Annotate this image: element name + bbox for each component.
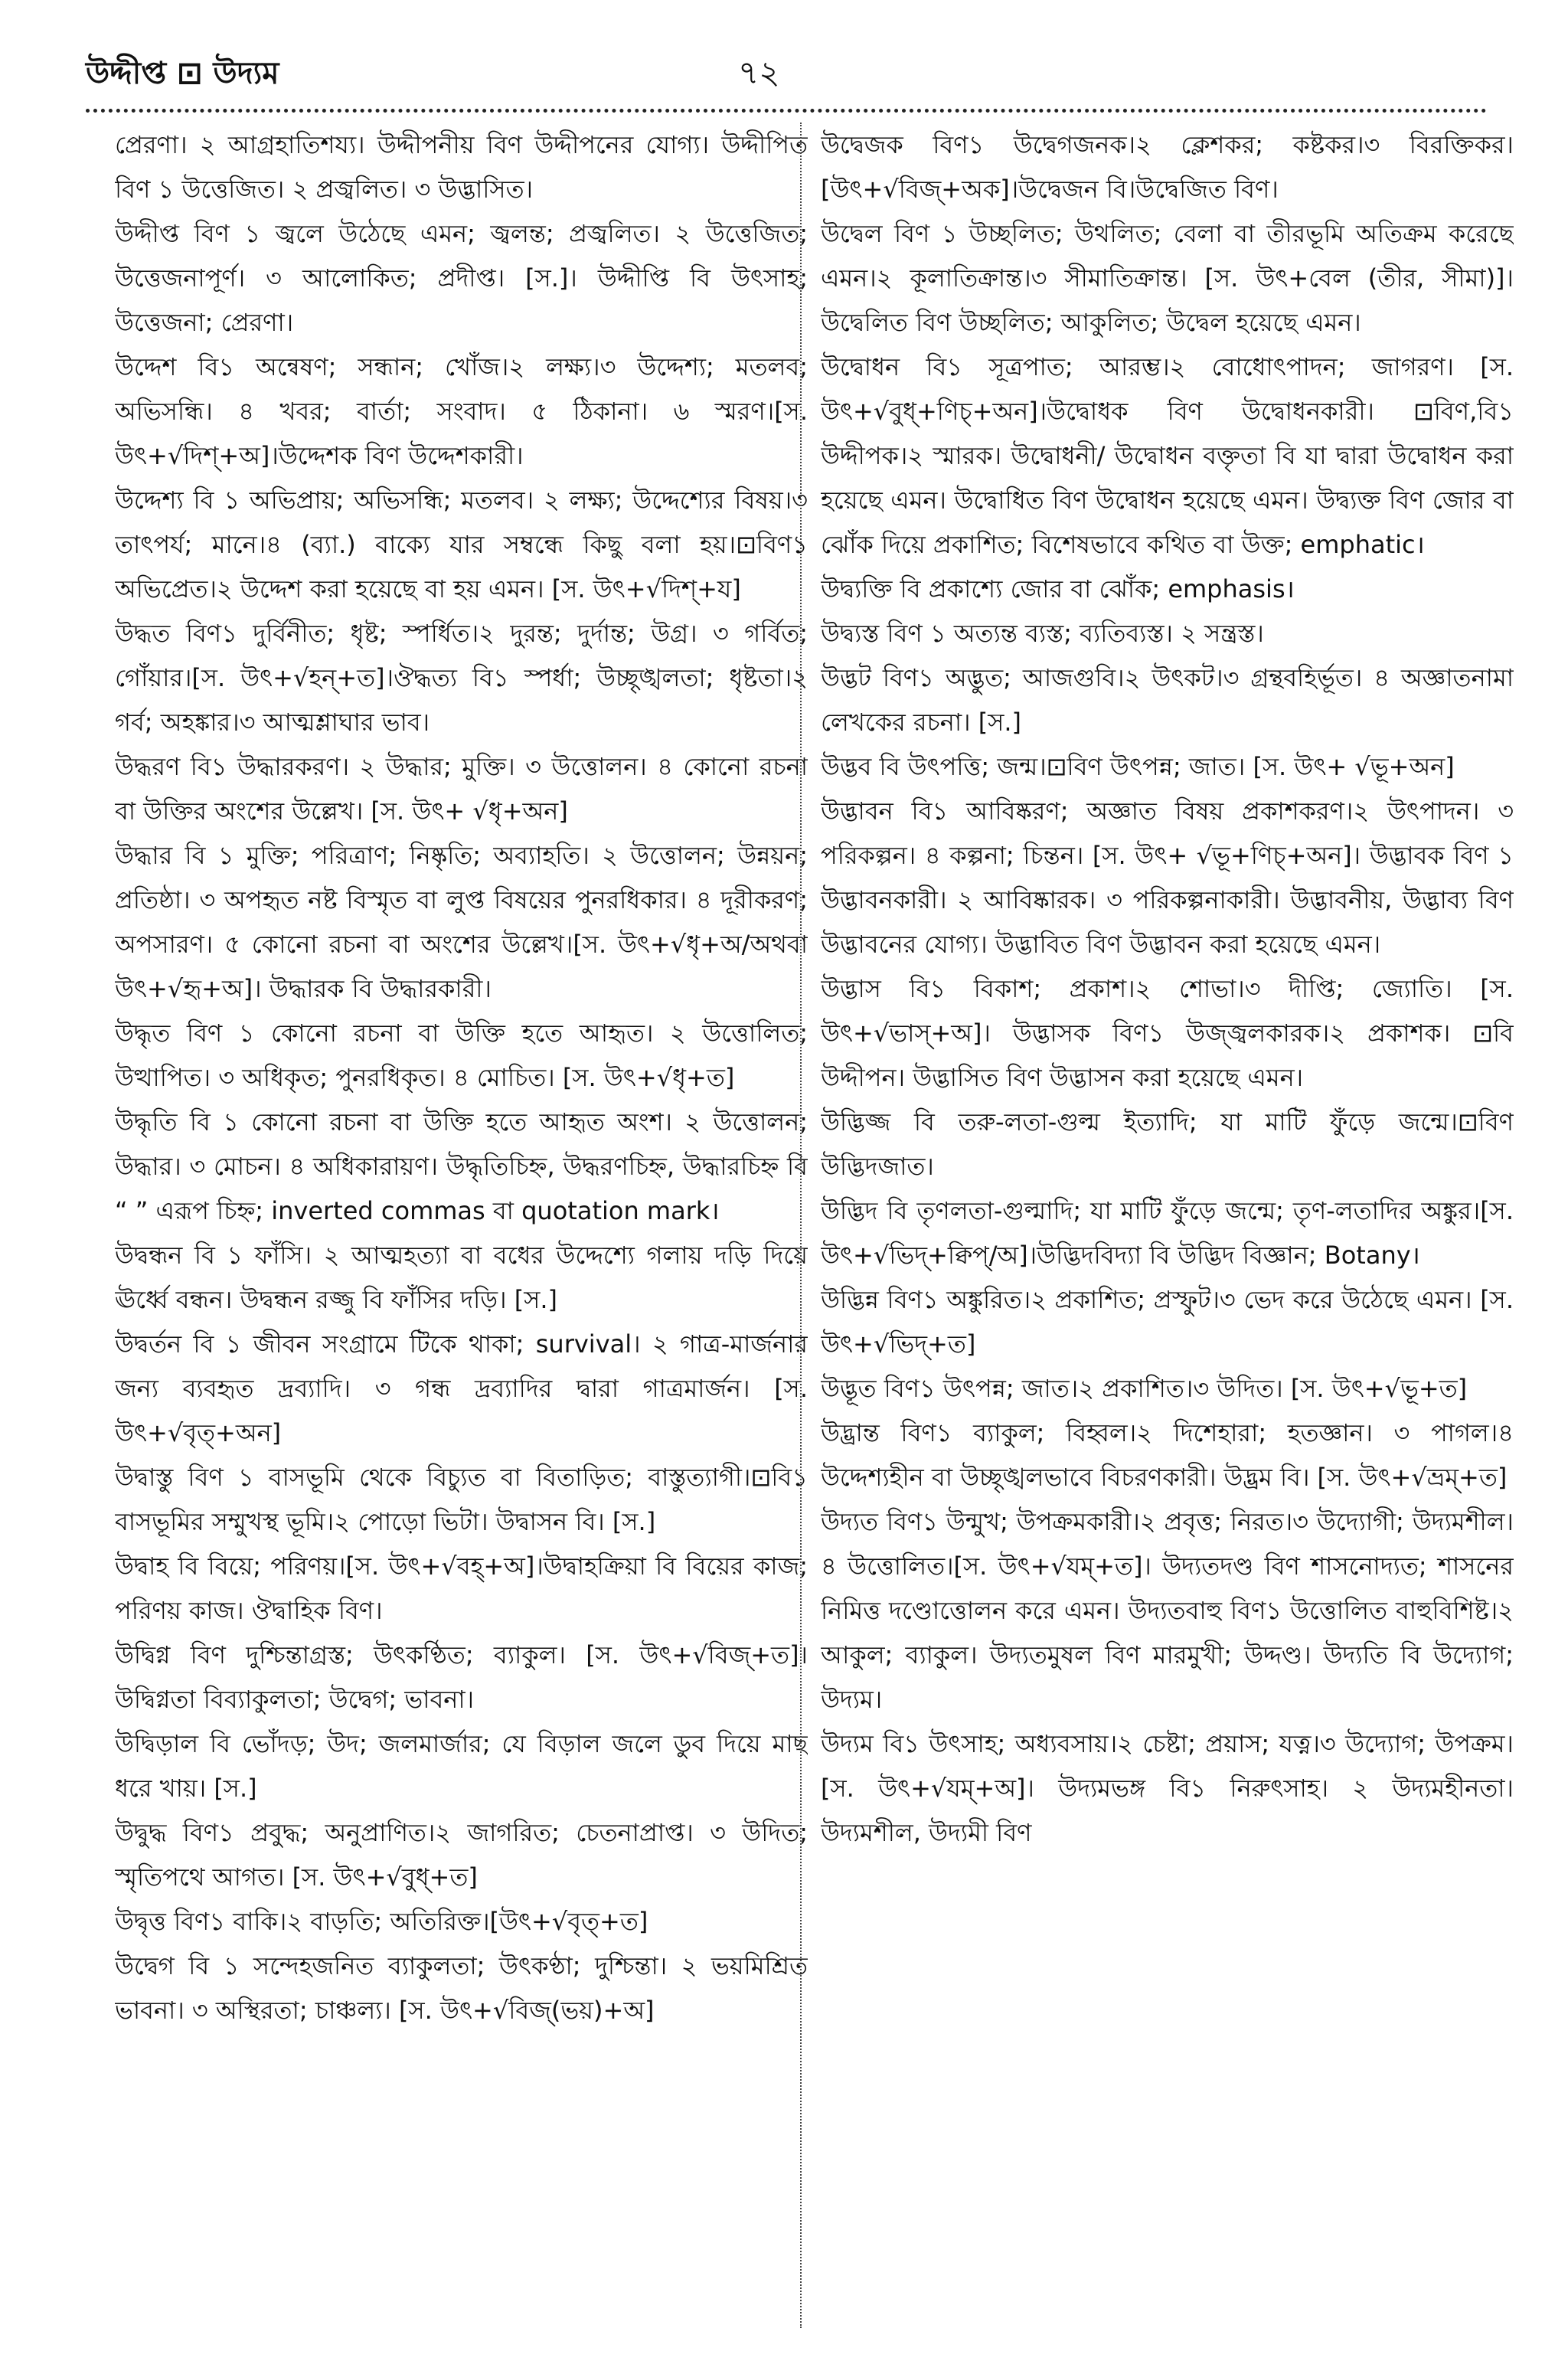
entry-uddharan: উদ্ধরণ বি১ উদ্ধারকরণ। ২ উদ্ধার; মুক্তি। ৩ উত্তোলন। ৪ কোনো রচনা বা উক্তির অংশের উল্লেখ। [স. উৎ+ √ধৃ+অন] bbox=[115, 752, 808, 826]
entry-udbhab: উদ্ভব বি উৎপত্তি; জন্ম।⊡বিণ উৎপন্ন; জাত। [স. উৎ+ √ভূ+অন] bbox=[821, 752, 1455, 781]
header-rule bbox=[86, 109, 1487, 113]
entry-udbyakti: উদ্ব্যক্তি বি প্রকাশ্যে জোর বা ঝোঁক; emphasis। bbox=[821, 574, 1295, 603]
entry-udbhuta: উদ্ভূত বিণ১ উৎপন্ন; জাত।২ প্রকাশিত।৩ উদিত। [স. উৎ+√ভূ+ত] bbox=[821, 1374, 1468, 1403]
entry-udbhas: উদ্ভাস বি১ বিকাশ; প্রকাশ।২ শোভা।৩ দীপ্তি; জ্যোতি। [স. উৎ+√ভাস্+অ]। উদ্ভাসক বিণ১ উজ্জ্বলকারক।২ প্রকাশক। ⊡বি উদ্দীপন। উদ্ভাসিত বিণ উদ্ভাসন করা হয়েছে এমন। bbox=[821, 974, 1514, 1092]
entry-udbah: উদ্বাহ বি বিয়ে; পরিণয়।[স. উৎ+√বহ্+অ]।উদ্বাহক্রিয়া বি বিয়ের কাজ; পরিণয় কাজ। ঔদ্বাহিক বিণ। bbox=[115, 1552, 808, 1625]
entry-uddesh: উদ্দেশ বি১ অন্বেষণ; সন্ধান; খোঁজ।২ লক্ষ্য।৩ উদ্দেশ্য; মতলব; অভিসন্ধি। ৪ খবর; বার্তা; সংবাদ। ৫ ঠিকানা। ৬ স্মরণ।[স. উৎ+√দিশ্+অ]।উদ্দেশক বিণ উদ্দেশকারী। bbox=[115, 352, 808, 470]
page-number: ৭২ bbox=[738, 54, 780, 91]
entry-uddipta: উদ্দীপ্ত বিণ ১ জ্বলে উঠেছে এমন; জ্বলন্ত; প্রজ্বলিত। ২ উত্তেজিত; উত্তেজনাপূর্ণ। ৩ আলোকিত; প্রদীপ্ত। [স.]। উদ্দীপ্তি বি উৎসাহ; উত্তেজনা; প্রেরণা। bbox=[115, 219, 808, 337]
entry-udbyasta: উদ্ব্যস্ত বিণ ১ অত্যন্ত ব্যস্ত; ব্যতিব্যস্ত। ২ সন্ত্রস্ত। bbox=[821, 619, 1264, 648]
left-column bbox=[115, 123, 808, 2343]
entry-udbhijja: উদ্ভিজ্জ বি তরু-লতা-গুল্ম ইত্যাদি; যা মাটি ফুঁড়ে জন্মে।⊡বিণ উদ্ভিদজাত। bbox=[821, 1107, 1514, 1181]
entry-udbel: উদ্বেল বিণ ১ উচ্ছলিত; উথলিত; বেলা বা তীরভূমি অতিক্রম করেছে এমন।২ কূলাতিক্রান্ত।৩ সীমাতিক্রান্ত। [স. উৎ+বেল (তীর, সীমা)]। উদ্বেলিত বিণ উচ্ছলিত; আকুলিত; উদ্বেল হয়েছে এমন। bbox=[821, 219, 1514, 337]
entry-udbartan: উদ্বর্তন বি ১ জীবন সংগ্রামে টিকে থাকা; survival। ২ গাত্র-মার্জনার জন্য ব্যবহৃত দ্রব্যাদি। ৩ গন্ধ দ্রব্যাদির দ্বারা গাত্রমার্জন। [স. উৎ+√বৃত্+অন] bbox=[115, 1329, 808, 1447]
entry-udbhinna: উদ্ভিন্ন বিণ১ অঙ্কুরিত।২ প্রকাশিত; প্রস্ফুট।৩ ভেদ করে উঠেছে এমন। [স. উৎ+√ভিদ্+ত] bbox=[821, 1285, 1514, 1359]
entry-udbastu: উদ্বাস্তু বিণ ১ বাসভূমি থেকে বিচ্যুত বা বিতাড়িত; বাস্তুত্যাগী।⊡বি১ বাসভূমির সম্মুখস্থ ভূমি।২ পোড়ো ভিটা। উদ্বাসন বি। [স.] bbox=[115, 1463, 808, 1536]
entry-udbritta: উদ্বৃত্ত বিণ১ বাকি।২ বাড়তি; অতিরিক্ত।[উৎ+√বৃত্+ত] bbox=[115, 1907, 648, 1936]
entry-udyata: উদ্যত বিণ১ উন্মুখ; উপক্রমকারী।২ প্রবৃত্ত; নিরত।৩ উদ্যোগী; উদ্যমশীল।৪ উত্তোলিত।[স. উৎ+√যম্+ত]। উদ্যতদণ্ড বিণ শাসনোদ্যত; শাসনের নিমিত্ত দণ্ডোত্তোলন করে এমন। উদ্যতবাহু বিণ১ উত্তোলিত বাহুবিশিষ্ট।২ আকুল; ব্যাকুল। উদ্যতমুষল বিণ মারমুখী; উদ্দণ্ড। উদ্যতি বি উদ্যোগ; উদ্যম। bbox=[821, 1507, 1514, 1714]
column-divider bbox=[800, 123, 802, 2328]
entry-udyam: উদ্যম বি১ উৎসাহ; অধ্যবসায়।২ চেষ্টা; প্রয়াস; যত্ন।৩ উদ্যোগ; উপক্রম। [স. উৎ+√যম্+অ]। উদ্যমভঙ্গ বি১ নিরুৎসাহ। ২ উদ্যমহীনতা। উদ্যমশীল, উদ্যমী বিণ bbox=[821, 1729, 1514, 1847]
entry-udbidal: উদ্বিড়াল বি ভোঁদড়; উদ; জলমার্জার; যে বিড়াল জলে ডুব দিয়ে মাছ ধরে খায়। [স.] bbox=[115, 1729, 808, 1803]
guide-words: উদ্দীপ্ত ⊡ উদ্যম bbox=[86, 56, 279, 91]
entry-udhdipaniya: প্রেরণা। ২ আগ্রহাতিশয্য। উদ্দীপনীয় বিণ উদ্দীপনের যোগ্য। উদ্দীপিত বিণ ১ উত্তেজিত। ২ প্রজ্বলিত। ৩ উদ্ভাসিত। bbox=[115, 130, 808, 204]
entry-udbigna: উদ্বিগ্ন বিণ দুশ্চিন্তাগ্রস্ত; উৎকণ্ঠিত; ব্যাকুল। [স. উৎ+√বিজ্+ত]।উদ্বিগ্নতা বিব্যাকুলতা; উদ্বেগ; ভাবনা। bbox=[115, 1640, 808, 1714]
entry-udbodhan: উদ্বোধন বি১ সূত্রপাত; আরম্ভ।২ বোধোৎপাদন; জাগরণ। [স. উৎ+√বুধ্+ণিচ্+অন]।উদ্বোধক বিণ উদ্বোধনকারী। ⊡বিণ,বি১ উদ্দীপক।২ স্মারক। উদ্বোধনী/ উদ্বোধন বক্তৃতা বি যা দ্বারা উদ্বোধন করা হয়েছে এমন। উদ্বোধিত বিণ উদ্বোধন হয়েছে এমন। উদ্ব্যক্ত বিণ জোর বা ঝোঁক দিয়ে প্রকাশিত; বিশেষভাবে কথিত বা উক্ত; emphatic। bbox=[821, 352, 1514, 559]
entry-uddhriti: উদ্ধৃতি বি ১ কোনো রচনা বা উক্তি হতে আহৃত অংশ। ২ উত্তোলন; উদ্ধার। ৩ মোচন। ৪ অধিকারায়ণ। উদ্ধৃতিচিহ্ন, উদ্ধরণচিহ্ন, উদ্ধারচিহ্ন বি “ ” এরূপ চিহ্ন; inverted commas বা quotation mark। bbox=[115, 1107, 808, 1225]
page-header bbox=[86, 38, 1487, 107]
right-column bbox=[821, 123, 1514, 2343]
entry-udbuddha: উদ্বুদ্ধ বিণ১ প্রবুদ্ধ; অনুপ্রাণিত।২ জাগরিত; চেতনাপ্রাপ্ত। ৩ উদিত; স্মৃতিপথে আগত। [স. উৎ+√বুধ্+ত] bbox=[115, 1818, 808, 1892]
entry-udbeg: উদ্বেগ বি ১ সন্দেহজনিত ব্যাকুলতা; উৎকণ্ঠা; দুশ্চিন্তা। ২ ভয়মিশ্রিত ভাবনা। ৩ অস্থিরতা; চাঞ্চল্য। [স. উৎ+√বিজ্(ভয়)+অ] bbox=[115, 1951, 808, 2025]
entry-udbhid: উদ্ভিদ বি তৃণলতা-গুল্মাদি; যা মাটি ফুঁড়ে জন্মে; তৃণ-লতাদির অঙ্কুর।[স. উৎ+√ভিদ্+ক্বিপ্/অ]।উদ্ভিদবিদ্যা বি উদ্ভিদ বিজ্ঞান; Botany। bbox=[821, 1196, 1514, 1270]
entry-udbandhan: উদ্বন্ধন বি ১ ফাঁসি। ২ আত্মহত্যা বা বধের উদ্দেশ্যে গলায় দড়ি দিয়ে ঊর্ধ্বে বন্ধন। উদ্বন্ধন রজ্জু বি ফাঁসির দড়ি। [স.] bbox=[115, 1241, 808, 1314]
entry-uddhata: উদ্ধত বিণ১ দুর্বিনীত; ধৃষ্ট; স্পর্ধিত।২ দুরন্ত; দুর্দান্ত; উগ্র। ৩ গর্বিত; গোঁয়ার।[স. উৎ+√হন্+ত]।ঔদ্ধত্য বি১ স্পর্ধা; উচ্ছৃঙ্খলতা; ধৃষ্টতা।২ গর্ব; অহঙ্কার।৩ আত্মশ্লাঘার ভাব। bbox=[115, 619, 808, 737]
entry-udbejak: উদ্বেজক বিণ১ উদ্বেগজনক।২ ক্লেশকর; কষ্টকর।৩ বিরক্তিকর।[উৎ+√বিজ্+অক]।উদ্বেজন বি।উদ্বেজিত বিণ। bbox=[821, 130, 1514, 204]
entry-udbhranta: উদ্ভ্রান্ত বিণ১ ব্যাকুল; বিহ্বল।২ দিশেহারা; হতজ্ঞান। ৩ পাগল।৪ উদ্দেশ্যহীন বা উচ্ছৃঙ্খলভাবে বিচরণকারী। উদ্ভ্রম বি। [স. উৎ+√ভ্রম্+ত] bbox=[821, 1418, 1514, 1492]
entry-uddhrita: উদ্ধৃত বিণ ১ কোনো রচনা বা উক্তি হতে আহৃত। ২ উত্তোলিত; উত্থাপিত। ৩ অধিকৃত; পুনরধিকৃত। ৪ মোচিত। [স. উৎ+√ধৃ+ত] bbox=[115, 1019, 808, 1092]
entry-udbhaban: উদ্ভাবন বি১ আবিষ্করণ; অজ্ঞাত বিষয় প্রকাশকরণ।২ উৎপাদন। ৩ পরিকল্পন। ৪ কল্পনা; চিন্তন। [স. উৎ+ √ভূ+ণিচ্+অন]। উদ্ভাবক বিণ ১ উদ্ভাবনকারী। ২ আবিষ্কারক। ৩ পরিকল্পনাকারী। উদ্ভাবনীয়, উদ্ভাব্য বিণ উদ্ভাবনের যোগ্য। উদ্ভাবিত বিণ উদ্ভাবন করা হয়েছে এমন। bbox=[821, 796, 1514, 959]
entry-uddeshya: উদ্দেশ্য বি ১ অভিপ্রায়; অভিসন্ধি; মতলব। ২ লক্ষ্য; উদ্দেশ্যের বিষয়।৩ তাৎপর্য; মানে।৪ (ব্যা.) বাক্যে যার সম্বন্ধে কিছু বলা হয়।⊡বিণ১ অভিপ্রেত।২ উদ্দেশ করা হয়েছে বা হয় এমন। [স. উৎ+√দিশ্+য] bbox=[115, 486, 808, 603]
entry-uddhar: উদ্ধার বি ১ মুক্তি; পরিত্রাণ; নিষ্কৃতি; অব্যাহতি। ২ উত্তোলন; উন্নয়ন; প্রতিষ্ঠা। ৩ অপহৃত নষ্ট বিস্মৃত বা লুপ্ত বিষয়ের পুনরধিকার। ৪ দূরীকরণ; অপসারণ। ৫ কোনো রচনা বা অংশের উল্লেখ।[স. উৎ+√ধৃ+অ/অথবা উৎ+√হৃ+অ]। উদ্ধারক বি উদ্ধারকারী। bbox=[115, 841, 808, 1003]
entry-udbhat: উদ্ভট বিণ১ অদ্ভুত; আজগুবি।২ উৎকট।৩ গ্রন্থবহির্ভূত। ৪ অজ্ঞাতনামা লেখকের রচনা। [স.] bbox=[821, 663, 1514, 737]
